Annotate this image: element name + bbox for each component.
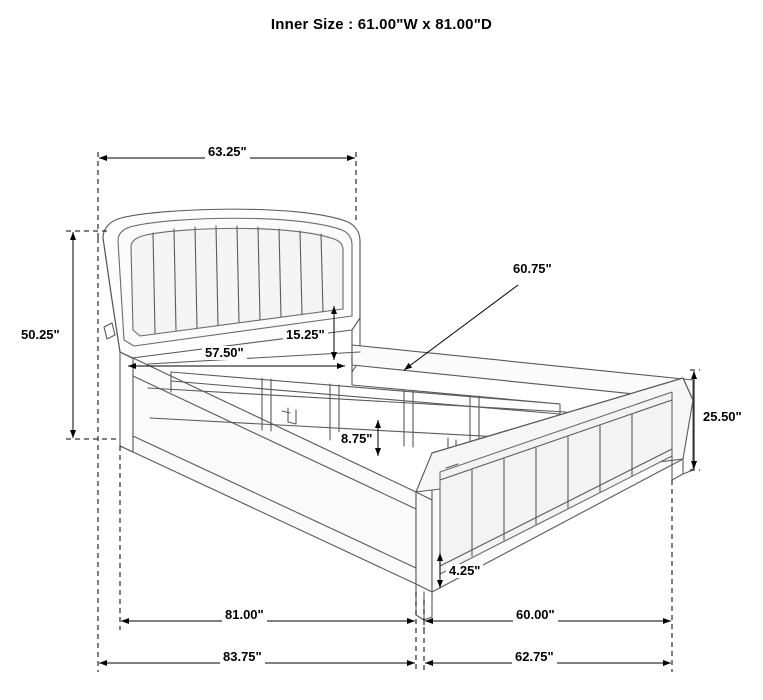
dimension-label-leg-clearance: 4.25" — [446, 564, 483, 578]
dimension-label-headboard-panel-width: 57.50" — [202, 346, 247, 360]
dimension-label-bed-interior-length: 60.75" — [510, 262, 555, 276]
dimension-label-mattress-length: 81.00" — [222, 608, 267, 622]
bed-illustration — [103, 209, 693, 620]
dimension-label-headboard-height: 50.25" — [18, 328, 63, 342]
dimension-label-headboard-width: 63.25" — [205, 145, 250, 159]
dimension-label-footboard-height: 25.50" — [700, 410, 745, 424]
dimension-label-headboard-panel-lower: 15.25" — [283, 328, 328, 342]
dimension-label-overall-length: 83.75" — [220, 650, 265, 664]
dimension-label-footboard-depth: 60.00" — [513, 608, 558, 622]
page-title: Inner Size : 61.00"W x 81.00"D — [270, 16, 493, 33]
dimension-label-rail-height: 8.75" — [338, 432, 375, 446]
dimension-label-overall-width: 62.75" — [512, 650, 557, 664]
